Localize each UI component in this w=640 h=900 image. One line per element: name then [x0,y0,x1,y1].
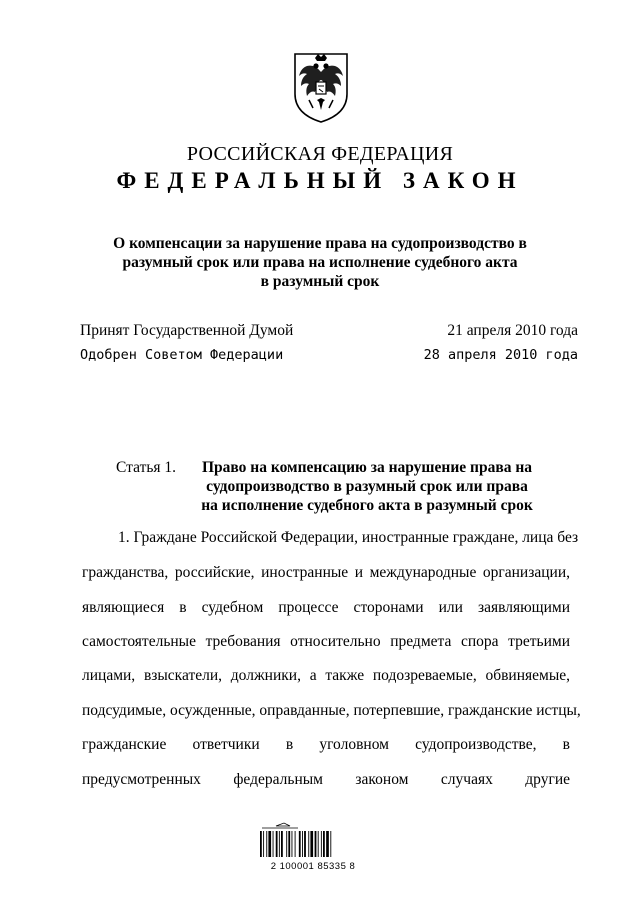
barcode-bar [315,831,317,857]
barcode-bar [276,831,278,857]
duma-date: 21 апреля 2010 года [447,322,578,339]
barcode-bar [273,831,274,857]
body-line: гражданские ответчики в уголовном судопроизводстве, в [82,736,570,753]
body-line: лицами, взыскатели, должники, а также подозреваемые, обвиняемые, [82,667,570,684]
barcode-bar [268,831,271,857]
barcode-bar [260,831,262,857]
barcode-bar [292,831,293,857]
country-name: РОССИЙСКАЯ ФЕДЕРАЦИЯ [186,143,454,165]
barcode-icon [258,822,368,858]
council-date: 28 апреля 2010 года [423,347,578,363]
body-line: 1. Граждане Российской Федерации, иностранные граждане, лица без [118,529,579,546]
barcode-bar [323,831,325,857]
barcode-bar [310,831,313,857]
document-type: ФЕДЕРАЛЬНЫЙ ЗАКОН [116,168,524,193]
barcode-bar [279,831,280,857]
body-line: гражданства, российские, иностранные и международные организации, [82,564,570,581]
barcode-bar [281,831,283,857]
barcode-bar [288,831,290,857]
barcode-bar [286,831,287,857]
council-label: Одобрен Советом Федерации [80,347,284,363]
law-title-line: О компенсации за нарушение права на судопроизводство в [113,235,527,252]
article-title-line: Право на компенсацию за нарушение права на [201,459,532,476]
barcode-bar [326,831,329,857]
barcode-bar [263,831,264,857]
barcode-number: 2 100001 85335 8 [270,861,356,872]
article-title-line: на исполнение судебного акта в разумный срок [201,497,533,514]
barcode-bar [318,831,319,857]
body-line: являющиеся в судебном процессе сторонами или заявляющими [82,599,570,616]
law-title [90,234,550,291]
law-title-line: разумный срок или права на исполнение судебного акта [122,254,518,271]
barcode-bar [321,831,322,857]
article-number: Статья 1. [116,459,177,476]
barcode-bar [302,831,303,857]
body-line: подсудимые, осужденные, оправданные, потерпевшие, гражданские истцы, [82,702,581,719]
article-title [182,458,552,515]
article-title-line: судопроизводство в разумный срок или права [206,478,528,495]
barcode-bar [266,831,267,857]
barcode-bar [299,831,301,857]
body-line: предусмотренных федеральным законом случаях другие [82,771,570,788]
law-title-line: в разумный срок [260,273,380,290]
barcode-bar [304,831,306,857]
barcode-bar [295,831,296,857]
barcode-bar [308,831,309,857]
russian-emblem-icon [289,50,353,124]
body-line: самостоятельные требования относительно предмета спора третьими [82,633,570,650]
barcode-bar [330,831,331,857]
duma-label: Принят Государственной Думой [80,322,294,339]
